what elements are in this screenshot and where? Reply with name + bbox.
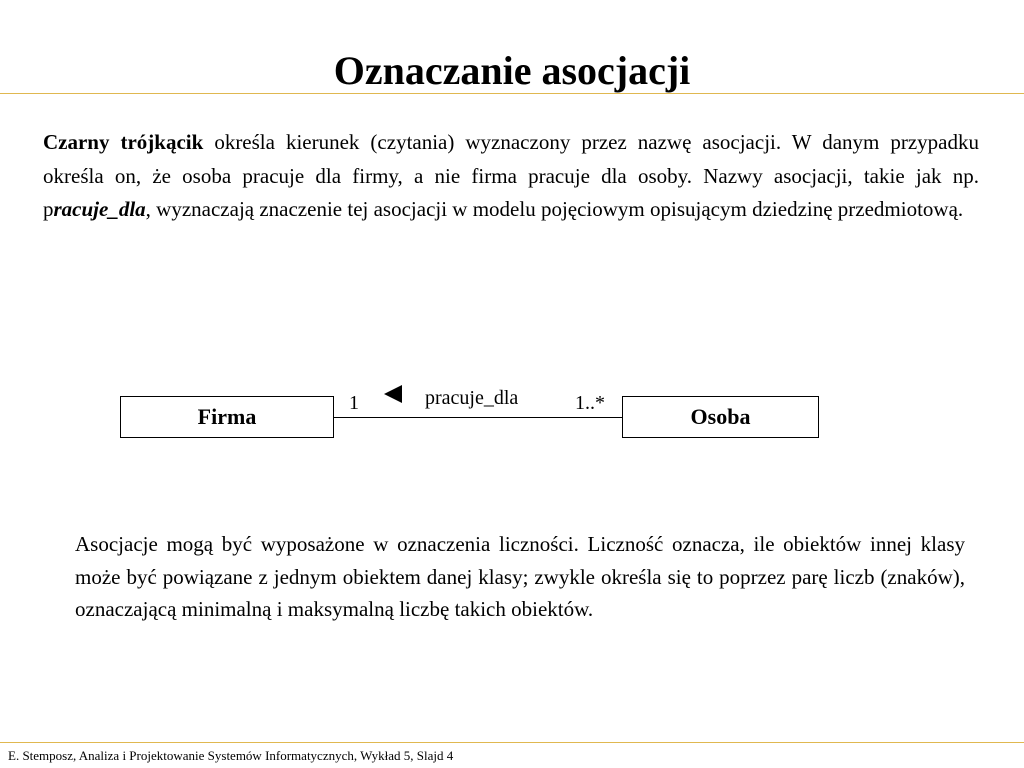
paragraph-text-a: określa kierunek (czytania) wyznaczony przez nazwę asocjacji. W danym przypadku określa on, że osoba pracuje dla firmy, a nie firma pracuje dla osoby. Nazwy asocjacji, takie jak np. p xyxy=(43,130,979,221)
paragraph-direction xyxy=(43,126,979,227)
association-name: pracuje_dla xyxy=(425,387,519,409)
class-box-osoba: Osoba xyxy=(622,396,819,438)
association-line xyxy=(334,417,622,418)
multiplicity-left: 1 xyxy=(349,392,359,414)
title-divider xyxy=(0,93,1024,94)
slide-title: Oznaczanie asocjacji xyxy=(333,47,691,93)
italic-term: racuje_dla xyxy=(53,197,146,221)
class-box-firma: Firma xyxy=(120,396,334,438)
bold-lead: Czarny trójkącik xyxy=(43,130,204,154)
paragraph-text-b: , wyznaczają znaczenie tej asocjacji w modelu pojęciowym opisującym dziedzinę przedmiotową. xyxy=(145,197,964,221)
footer-text: E. Stemposz, Analiza i Projektowanie Systemów Informatycznych, Wykład 5, Slajd 4 xyxy=(8,748,454,763)
paragraph-multiplicity: Asocjacje mogą być wyposażone w oznaczenia liczności. Liczność oznacza, ile obiektów innej klasy może być powiązane z jednym obiektem danej klasy; zwykle określa się to poprzez parę liczb (znaków), oznaczającą minimalną i maksymalną liczbę takich obiektów. xyxy=(75,532,965,621)
triangle-left-icon xyxy=(384,385,402,403)
multiplicity-right: 1..* xyxy=(575,392,605,414)
footer-divider xyxy=(0,742,1024,743)
